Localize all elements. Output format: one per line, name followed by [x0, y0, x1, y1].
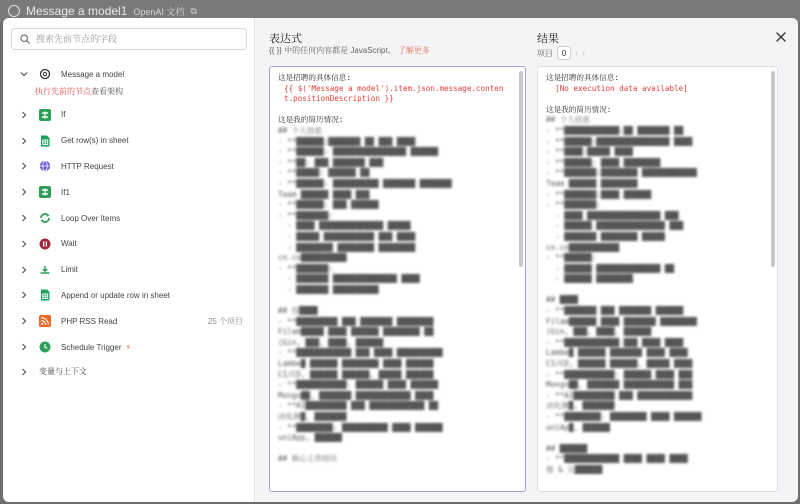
- node-label: Wait: [61, 239, 77, 249]
- variables-and-context[interactable]: [3, 360, 255, 384]
- hint-suffix: 查看架构: [91, 87, 123, 96]
- result-title: 结果: [537, 33, 559, 45]
- prev-item-icon[interactable]: ‹: [575, 48, 578, 58]
- node-label: If1: [61, 187, 70, 197]
- search-box[interactable]: [11, 28, 247, 50]
- result-code: [538, 67, 777, 476]
- node-item[interactable]: [3, 283, 255, 309]
- node-label: PHP RSS Read: [61, 316, 118, 326]
- lightning-badge-icon: ⚡: [125, 342, 132, 352]
- loop-icon: [39, 212, 51, 224]
- chevron-right-icon[interactable]: [19, 265, 29, 275]
- expression-line: 这是我的简历情况:: [278, 115, 344, 125]
- external-link-icon: ⧉: [190, 5, 197, 16]
- search-icon: [20, 34, 30, 44]
- node-item[interactable]: [3, 179, 255, 205]
- node-item[interactable]: [3, 128, 255, 154]
- variables-label: 变量与上下文: [39, 367, 87, 377]
- input-fields-panel: [3, 18, 255, 502]
- openai-logo-icon: [8, 5, 20, 17]
- result-line: 这是招聘的具体信息:: [546, 73, 619, 82]
- node-label: Message a model: [61, 69, 125, 79]
- if-icon: [39, 186, 51, 198]
- node-label: Append or update row in sheet: [61, 290, 170, 300]
- node-label: Loop Over Items: [61, 213, 121, 223]
- node-message-a-model[interactable]: [3, 62, 255, 86]
- item-index-input[interactable]: 0: [557, 46, 571, 60]
- sheets-icon: [39, 289, 51, 301]
- sheets-icon: [39, 135, 51, 147]
- scrollbar[interactable]: [519, 71, 523, 267]
- expression-editor[interactable]: [269, 66, 526, 492]
- node-label: Get row(s) in sheet: [61, 136, 129, 146]
- chevron-right-icon: [19, 367, 29, 377]
- result-pager: [537, 46, 585, 60]
- rss-icon: [39, 315, 51, 327]
- close-icon[interactable]: [774, 30, 788, 44]
- node-item[interactable]: [3, 334, 255, 360]
- chevron-right-icon[interactable]: [19, 316, 29, 326]
- no-execution-data: [No execution data available]: [555, 83, 688, 93]
- items-label: 项目: [537, 48, 553, 58]
- chevron-right-icon[interactable]: [19, 342, 29, 352]
- expression-title: 表达式: [269, 33, 302, 45]
- learn-more-link[interactable]: 了解更多: [397, 46, 430, 55]
- clock-icon: [39, 341, 51, 353]
- if-icon: [39, 109, 51, 121]
- limit-icon: [39, 264, 51, 276]
- docs-link[interactable]: OpenAI 文档: [133, 6, 185, 17]
- node-label: If: [61, 110, 66, 120]
- schema-hint: [3, 86, 255, 102]
- globe-icon: [39, 160, 51, 172]
- js-expression: {{ $('Message a model').item.json.message.content.positionDescription }}: [284, 83, 504, 104]
- expression-hint: {{ }} 中的任何内容都是 JavaScript。: [269, 46, 396, 55]
- node-label: Schedule Trigger: [61, 342, 122, 352]
- chevron-right-icon[interactable]: [19, 213, 29, 223]
- result-line: 这是我的简历情况:: [546, 104, 612, 114]
- chevron-right-icon[interactable]: [19, 136, 29, 146]
- execute-previous-nodes-link[interactable]: 执行先前的节点: [35, 87, 91, 96]
- scrollbar[interactable]: [771, 71, 775, 267]
- chevron-right-icon[interactable]: [19, 110, 29, 120]
- node-item[interactable]: [3, 308, 255, 334]
- expression-subtitle: [269, 45, 430, 56]
- node-list: [3, 62, 255, 384]
- chevron-right-icon[interactable]: [19, 161, 29, 171]
- search-input[interactable]: [36, 34, 226, 44]
- node-item[interactable]: [3, 102, 255, 128]
- chevron-right-icon[interactable]: [19, 239, 29, 249]
- node-item[interactable]: [3, 231, 255, 257]
- result-preview: [537, 66, 778, 492]
- result-body: ## 个人信息 - **████████████:██ ███████ ██ - **██████:████████████████ ████ - **████:█████ ████ - **██████: ████ ████████ - **███████:████████ ████████████ Team ██████ ████████ - **███████:████ ██████ - **███████: - ████ ████████████████ ███ - ██████ ███████████████ ███ - ███████ ████████ █████ cn.co███████████ - **██████: - ██████ ██████████████ ██ - ██████ ████████ ## ████ - **███████ ███ ███████ ██████ Filam██████ ████ ███████ ████████ (Gin, ███, ████, ██████ - **████████████ ███ ████ ████ Lambe█ ██████ ███████ ████ ████ CI/CD, ██████ ██████, █████ ████ - **███████████: ██████ ████ ███ Mongo██, ███████ ███████████ ███ - **AI█████████ ███ ████████████ 动化测█, ███████ - **████████: ████████ ████ ██████ uniAp█, ██████ ## ██████ - **████████████ ████ ████ ████ 值 & 元██████: [546, 115, 702, 474]
- node-label: Limit: [61, 265, 78, 275]
- pause-icon: [39, 238, 51, 250]
- expression-line: 这是招聘的具体信息:: [278, 73, 351, 82]
- node-item[interactable]: [3, 205, 255, 231]
- node-item[interactable]: [3, 154, 255, 180]
- expression-code[interactable]: [270, 67, 525, 465]
- background-title: Message a model1: [26, 4, 128, 18]
- chevron-right-icon[interactable]: [19, 187, 29, 197]
- next-item-icon[interactable]: ›: [582, 48, 585, 58]
- chevron-down-icon[interactable]: [19, 69, 29, 79]
- chevron-right-icon[interactable]: [19, 290, 29, 300]
- node-label: HTTP Request: [61, 161, 114, 171]
- item-count: 25 个项目: [207, 316, 243, 326]
- expression-editor-modal: [3, 18, 798, 502]
- openai-icon: [39, 68, 51, 80]
- expression-body: ## 个人信息 - **██████:███████ ██ ███ ████ - **██████: ████████████████ ██████ - **██: ███ ███████ ███ - **█████: ██████ ██ - **██████: ██████████ ███████ ███████ Team ██████ ████ ███ - **██████: ███ ██████ - **███████: - ████ ██████████████ █████ - █████ ███████████ ███ ████ - ████████ ████████ ████████ cn.co██████████ - **███████: - ███████ ██████████████ ████ - ███████ ██████████ ## 技████ - **█████████ ███ ███████ ████████ Filam█████ ████ ██████ ████████ ██ (Gin, ███, ████, ██████ - **████████████ ███ ████ ██████████ Lambe█ ██████ ████████ ████ ██████ CI/CD, ██████ ██████, █████ ██████ - **███████████: ██████ ████ ██████ Mongo██, ███████ ████████████ ████ - **AI█████████ ███ ████████████ ██ 动化测█, ███████ - **████████: ██████████ ████ ██████ uniApp, ██████ ## 核心工作经历: [278, 125, 452, 464]
- node-item[interactable]: [3, 257, 255, 283]
